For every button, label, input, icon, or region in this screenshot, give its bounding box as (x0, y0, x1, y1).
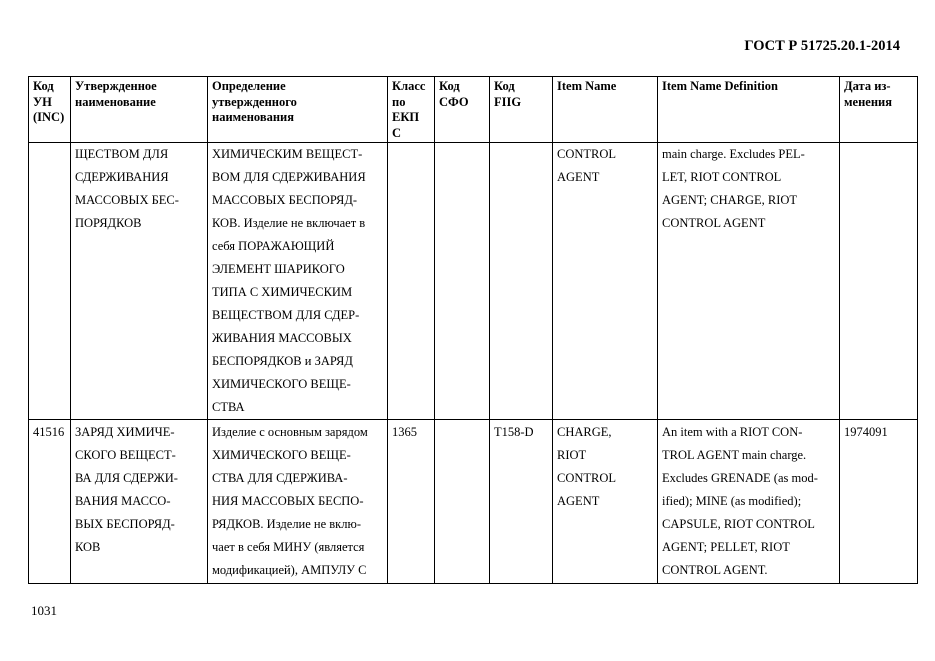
cell-line: КОВ (75, 540, 101, 554)
item-definition-cell (658, 143, 840, 420)
header-line: FIIG (494, 94, 522, 109)
column-header-item-definition (658, 77, 840, 143)
cell-line: ТИПА С ХИМИЧЕСКИМ (212, 285, 353, 299)
cell-line: ЗАРЯД ХИМИЧЕ- (75, 425, 175, 439)
class-cell: 1365 (388, 420, 435, 584)
cell-line: CONTROL AGENT. (662, 563, 768, 577)
cell-line: ВА ДЛЯ СДЕРЖИ- (75, 471, 178, 485)
cell-line: РЯДКОВ. Изделие не вклю- (212, 517, 361, 531)
class-cell (388, 143, 435, 420)
cell-line: БЕСПОРЯДКОВ и ЗАРЯД (212, 354, 353, 368)
cell-line: СКОГО ВЕЩЕСТ- (75, 448, 176, 462)
header-line: Дата из- (844, 79, 891, 93)
header-line: УН (33, 94, 52, 109)
header-line: Код (33, 79, 54, 93)
cell-line: ЭЛЕМЕНТ ШАРИКОГО (212, 262, 345, 276)
table-row (29, 143, 918, 420)
cell-line: CAPSULE, RIOT CONTROL (662, 517, 815, 531)
cell-line: AGENT; CHARGE, RIOT (662, 193, 798, 207)
header-line: Класс (392, 79, 426, 93)
header-line: наименования (212, 110, 295, 124)
change-date-cell (840, 143, 918, 420)
cell-line: СТВА (212, 400, 245, 414)
cell-line: ВОМ ДЛЯ СДЕРЖИВАНИЯ (212, 170, 366, 184)
cell-line: ХИМИЧЕСКОГО ВЕЩЕ- (212, 377, 351, 391)
cell-line: ified); MINE (as modified); (662, 494, 802, 508)
cell-line: An item with a RIOT CON- (662, 425, 803, 439)
cell-line: ХИМИЧЕСКИМ ВЕЩЕСТ- (212, 147, 363, 161)
cell-line: CONTROL AGENT (662, 216, 766, 230)
table-row (29, 420, 918, 584)
cell-line: МАССОВЫХ БЕС- (75, 193, 179, 207)
fiig-cell (490, 143, 553, 420)
cell-line: TROL AGENT main charge. (662, 448, 807, 462)
table-header-row (29, 77, 918, 143)
inc-cell: 41516 (29, 420, 71, 584)
cell-line: CONTROL (557, 471, 617, 485)
cell-line: ВЫХ БЕСПОРЯД- (75, 517, 175, 531)
cell-line: себя ПОРАЖАЮЩИЙ (212, 239, 335, 253)
cell-line: Изделие с основным зарядом (212, 425, 368, 439)
header-line: Item Name Definition (662, 79, 778, 93)
item-definition-cell (658, 420, 840, 584)
specification-table (28, 76, 918, 584)
change-date-cell: 1974091 (840, 420, 918, 584)
column-header-inc (29, 77, 71, 143)
column-header-item-name (553, 77, 658, 143)
column-header-sfo (435, 77, 490, 143)
header-line: менения (844, 94, 892, 109)
cell-line: AGENT; PELLET, RIOT (662, 540, 790, 554)
cell-line: СДЕРЖИВАНИЯ (75, 170, 169, 184)
header-line: по (392, 94, 406, 109)
header-line: утвержденного (212, 94, 297, 109)
cell-line: CHARGE, (557, 425, 612, 439)
cell-line: Excludes GRENADE (as mod- (662, 471, 818, 485)
item-name-cell (553, 420, 658, 584)
cell-line: AGENT (557, 170, 600, 184)
approved-name-cell (71, 143, 208, 420)
column-header-class (388, 77, 435, 143)
inc-cell (29, 143, 71, 420)
document-code: ГОСТ Р 51725.20.1-2014 (744, 38, 900, 54)
header-line: Утвержденное (75, 79, 157, 93)
page-number: 1031 (31, 603, 57, 618)
cell-line: main charge. Excludes PEL- (662, 147, 805, 161)
column-header-approved-name (71, 77, 208, 143)
cell-line: CONTROL (557, 147, 617, 161)
sfo-cell (435, 143, 490, 420)
header-line: ЕКП (392, 110, 420, 124)
item-name-cell (553, 143, 658, 420)
cell-line: ПОРЯДКОВ (75, 216, 142, 230)
header-line: Определение (212, 79, 286, 93)
header-line: С (392, 125, 402, 140)
cell-line: МАССОВЫХ БЕСПОРЯД- (212, 193, 358, 207)
cell-line: ХИМИЧЕСКОГО ВЕЩЕ- (212, 448, 351, 462)
fiig-cell: T158-D (490, 420, 553, 584)
cell-line: КОВ. Изделие не включает в (212, 216, 366, 230)
header-line: Item Name (557, 79, 617, 93)
definition-cell (208, 143, 388, 420)
cell-line: ЩЕСТВОМ ДЛЯ (75, 147, 169, 161)
header-line: СФО (439, 94, 469, 109)
header-line: Код (494, 79, 515, 93)
approved-name-cell (71, 420, 208, 584)
cell-line: НИЯ МАССОВЫХ БЕСПО- (212, 494, 364, 508)
cell-line: AGENT (557, 494, 600, 508)
column-header-fiig (490, 77, 553, 143)
cell-line: ЖИВАНИЯ МАССОВЫХ (212, 331, 352, 345)
cell-line: LET, RIOT CONTROL (662, 170, 782, 184)
header-line: наименование (75, 94, 156, 109)
cell-line: модификацией), АМПУЛУ С (212, 563, 367, 577)
column-header-change-date (840, 77, 918, 143)
definition-cell (208, 420, 388, 584)
cell-line: чает в себя МИНУ (является (212, 540, 365, 554)
cell-line: RIOT (557, 448, 587, 462)
header-line: (INC) (33, 110, 65, 124)
cell-line: ВЕЩЕСТВОМ ДЛЯ СДЕР- (212, 308, 360, 322)
column-header-definition (208, 77, 388, 143)
cell-line: ВАНИЯ МАССО- (75, 494, 171, 508)
cell-line: СТВА ДЛЯ СДЕРЖИВА- (212, 471, 348, 485)
header-line: Код (439, 79, 460, 93)
sfo-cell (435, 420, 490, 584)
